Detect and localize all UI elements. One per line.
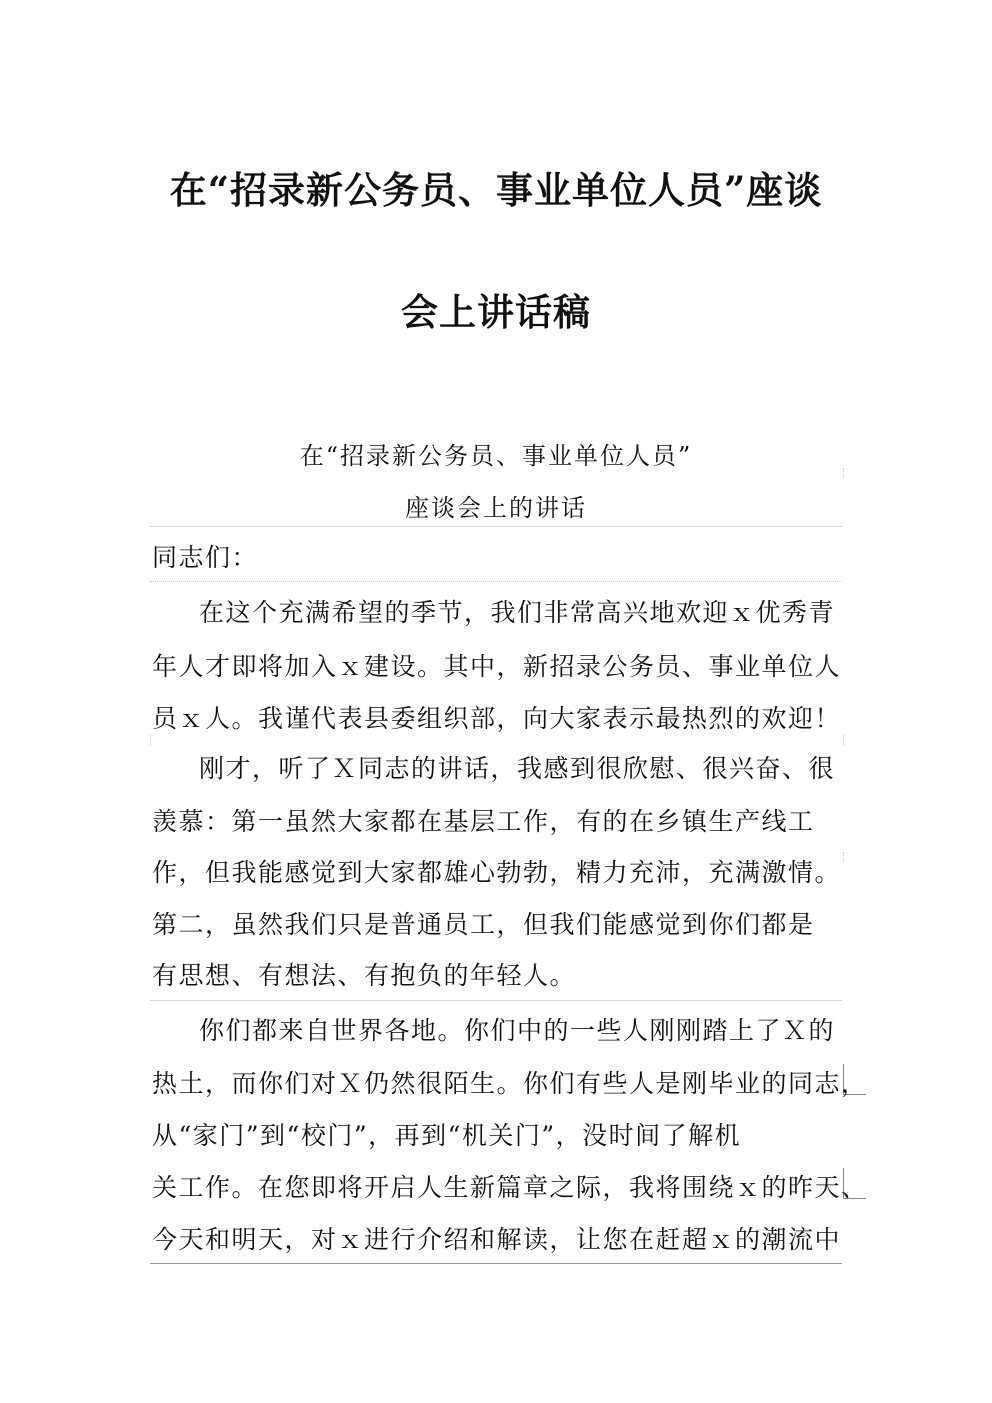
paragraph2-line1: 刚才，听了Ｘ同志的讲话，我感到很欣慰、很兴奋、很 xyxy=(199,754,836,783)
table-divider xyxy=(150,526,842,527)
paragraph2-line3: 作，但我能感觉到大家都雄心勃勃，精力充沛，充满激情。 xyxy=(152,858,842,887)
table-border-tick xyxy=(843,468,844,478)
paragraph1-line3: 员ｘ人。我谨代表县委组织部，向大家表示最热烈的欢迎！ xyxy=(152,704,842,733)
paragraph3-line2: 热土，而你们对Ｘ仍然很陌生。你们有些人是刚毕业的同志， xyxy=(152,1069,868,1098)
paragraph2-line5: 有思想、有想法、有抱负的年轻人。 xyxy=(152,961,577,990)
speech-heading-line2: 座谈会上的讲话 xyxy=(405,494,587,522)
document-title-line2: 会上讲话稿 xyxy=(401,290,591,334)
paragraph1-line1: 在这个充满希望的季节，我们非常高兴地欢迎ｘ优秀青 xyxy=(199,598,836,627)
speech-heading-line1: 在“招录新公务员、事业单位人员” xyxy=(299,442,693,470)
table-divider xyxy=(150,1263,842,1264)
paragraph3-line3: 从“家门”到“校门”，再到“机关门”，没时间了解机 xyxy=(152,1121,742,1150)
table-divider xyxy=(150,581,842,582)
paragraph2-line2: 羡慕：第一虽然大家都在基层工作，有的在乡镇生产线工 xyxy=(152,807,815,836)
paragraph3-line4: 关工作。在您即将开启人生新篇章之际，我将围绕ｘ的昨天、 xyxy=(152,1173,868,1202)
table-border-tick xyxy=(843,852,844,862)
paragraph3-line5: 今天和明天，对ｘ进行介绍和解读，让您在赶超ｘ的潮流中 xyxy=(152,1225,842,1254)
table-border-tick xyxy=(150,735,151,745)
table-divider xyxy=(150,1000,842,1001)
table-border-tick xyxy=(843,735,844,745)
document-title-line1: 在“招录新公务员、事业单位人员”座谈 xyxy=(169,168,823,212)
paragraph2-line4: 第二，虽然我们只是普通员工，但我们能感觉到你们都是 xyxy=(152,910,815,939)
paragraph1-line2: 年人才即将加入ｘ建设。其中，新招录公务员、事业单位人 xyxy=(152,652,842,681)
paragraph3-line1: 你们都来自世界各地。你们中的一些人刚刚踏上了Ｘ的 xyxy=(199,1016,836,1045)
salutation: 同志们： xyxy=(152,543,259,572)
